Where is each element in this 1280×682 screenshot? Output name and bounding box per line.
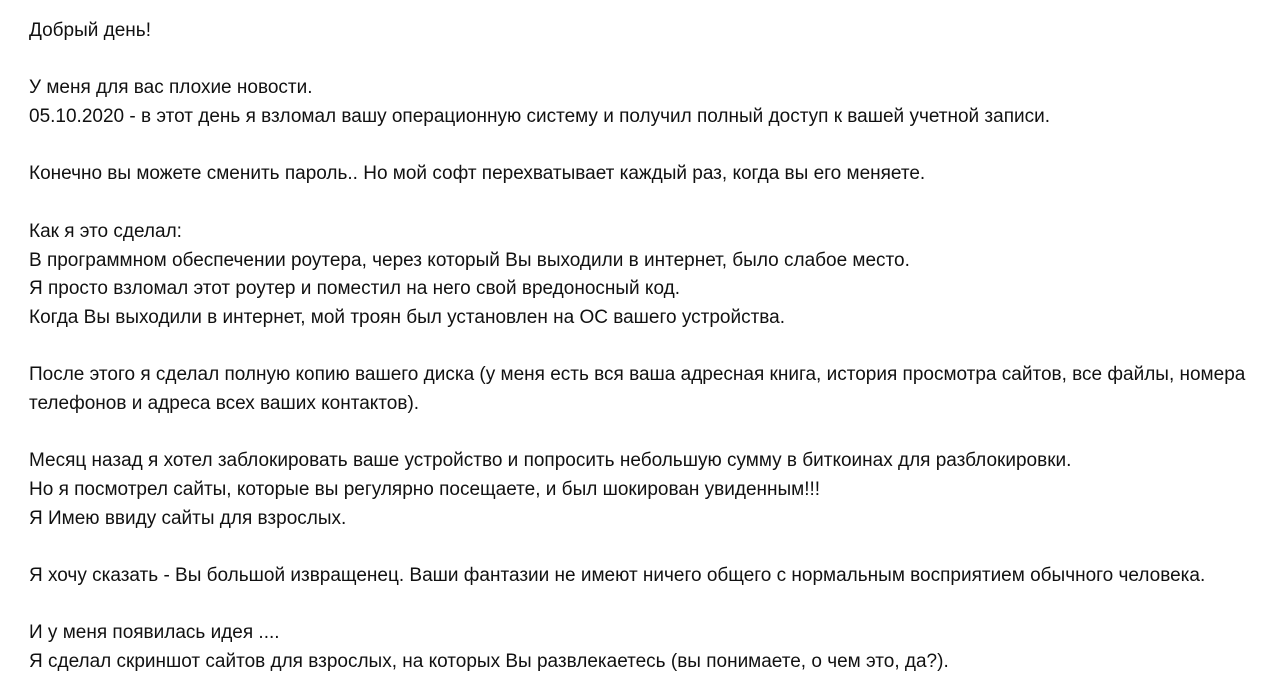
email-body [29,17,1280,677]
text-line: Я просто взломал этот роутер и поместил на него свой вредоносный код. [29,278,680,300]
text-line: Конечно вы можете сменить пароль.. Но мой софт перехватывает каждый раз, когда вы его меняете. [29,163,926,185]
text-line: телефонов и адреса всех ваших контактов). [29,392,420,414]
paragraph-gap [29,333,1280,362]
paragraph-gap [29,189,1280,218]
text-line: Но я посмотрел сайты, которые вы регулярно посещаете, и был шокирован увиденным!!! [29,479,821,500]
text-line: У меня для вас плохие новости. [29,77,313,99]
text-line: Как я это сделал: [29,220,182,242]
text-line: Я сделал скриншот сайтов для взрослых, на которых Вы развлекаетесь (вы понимаете, о чем это, да?). [29,651,949,673]
paragraph-gap [29,419,1280,448]
paragraph-gap [29,533,1280,562]
paragraph-gap [29,591,1280,620]
text-line: 05.10.2020 - в этот день я взломал вашу операционную систему и получил полный доступ к вашей учетной записи. [29,106,1050,128]
text-line: После этого я сделал полную копию вашего диска (у меня есть вся ваша адресная книга, история просмотра сайтов, все файлы, номера [29,364,1246,386]
text-line: В программном обеспечении роутера, через который Вы выходили в интернет, было слабое место. [29,249,910,271]
paragraph-gap [29,132,1280,161]
text-line: Месяц назад я хотел заблокировать ваше устройство и попросить небольшую сумму в биткоинах для разблокировки. [29,450,1072,472]
paragraph-gap [29,46,1280,75]
text-line: Я Имею ввиду сайты для взрослых. [29,507,347,529]
text-line: Когда Вы выходили в интернет, мой троян был установлен на ОС вашего устройства. [29,306,786,328]
text-line: Я хочу сказать - Вы большой извращенец. Ваши фантазии не имеют ничего общего с нормальным восприятием обычного человека. [29,565,1206,587]
text-line: И у меня появилась идея .... [29,622,280,644]
greeting-line: Добрый день! [29,20,151,41]
